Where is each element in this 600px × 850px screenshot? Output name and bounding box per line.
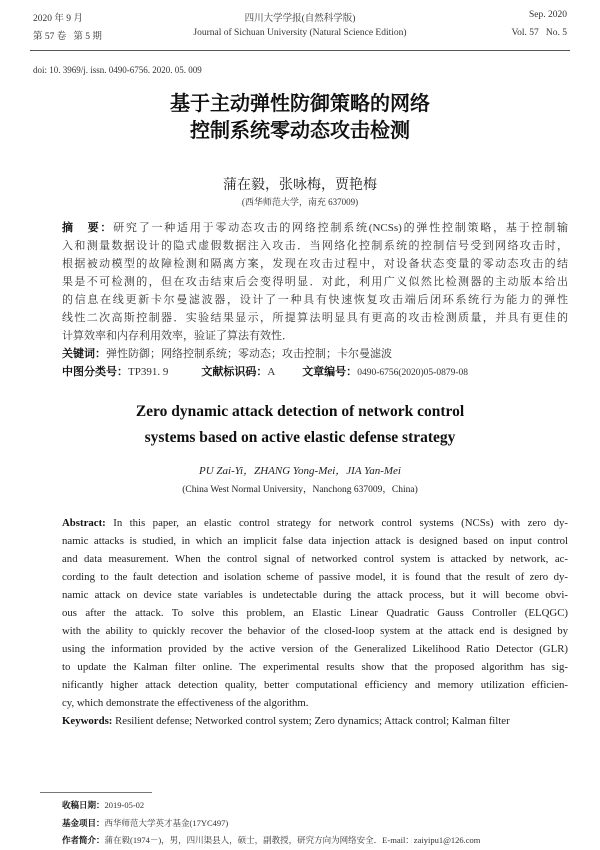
title-cn-line-1: 基于主动弹性防御策略的网络: [170, 91, 430, 115]
volume-cn: 第 57 卷 第 5 期: [33, 32, 102, 42]
abstract-cn-label: 摘 要：: [62, 221, 114, 234]
doi: doi: 10. 3969/j. issn. 0490-6756. 2020. 05. 009: [33, 65, 202, 75]
journal-name-en: Journal of Sichuan University (Natural Science Edition): [193, 28, 407, 38]
footnotes: [62, 797, 480, 850]
affiliation-en: (China West Normal University，Nanchong 637009，China): [182, 485, 418, 495]
abstract-cn: [62, 219, 568, 382]
abstract-cn-line: 根据被动模型的故障检测和隔离方案，发现在攻击过程中，对设备状态变量的零动态攻击的结: [62, 258, 568, 270]
title-en-line-2: systems based on active elastic defense strategy: [144, 429, 456, 446]
keywords-en: Keywords: Resilient defense; Networked control system; Zero dynamics; Attack control; Kalman filter: [62, 715, 510, 727]
issue-date-en: Sep. 2020: [529, 10, 567, 20]
abstract-en-line: with the ability to quickly recover the behavior of the closed-loop system at the attack end is designed by: [62, 625, 568, 637]
abstract-en: [62, 514, 568, 730]
abstract-cn-line: 果是不可检测的，但在攻击结束后会变得明显．对此，利用广义似然比检测器的主动版本给出: [62, 276, 568, 288]
abstract-en-line: to update the Kalman filter online. The experimental results show that the proposed algorithm has sig-: [62, 661, 568, 673]
abstract-en-label: Abstract:: [62, 517, 106, 529]
abstract-en-line: using the information provided by the active version of the Generalized Likelihood Ratio Detector (GLR): [62, 643, 568, 655]
abstract-en-line: cording to the fault detection and isolation scheme of passive model, it is found that the result of zero dy-: [62, 571, 568, 583]
abstract-en-line: namic attack on device state variables is undetectable during the attack process, but it will become obvi-: [62, 589, 568, 601]
abstract-cn-line: 线性二次高斯控制器．实验结果显示，所提算法明显具有更高的攻击检测质量，并具有更佳的: [62, 312, 568, 324]
abstract-en-line: Abstract: In this paper, an elastic control strategy for network control systems (NCSs) with zero dy-: [62, 517, 568, 529]
issue-date-cn: 2020 年 9 月: [33, 14, 83, 24]
classification-line: 中图分类号：TP391. 9 文献标识码：A 文章编号：0490-6756(2020)05-0879-08: [62, 365, 469, 378]
abstract-en-line: cy, which demonstrate the effectiveness of the algorithm.: [62, 697, 309, 709]
footnote-rule: [40, 792, 152, 793]
authors-en: PU Zai-Yi，ZHANG Yong-Mei，JIA Yan-Mei: [199, 465, 401, 477]
affiliation-cn: (西华师范大学，南充 637009): [241, 197, 359, 207]
abstract-en-line: ous after the attack. To solve this problem, an Elastic Linear Quadratic Gauss Controller (ELQGC): [62, 607, 568, 619]
footnote-received: 收稿日期：2019-05-02: [62, 800, 145, 811]
abstract-en-line: and data measurement. When the control signal of networked control system is attacked by network, ac-: [62, 553, 568, 565]
abstract-cn-line: 计算效率和内存利用效率，验证了算法有效性．: [62, 330, 293, 342]
authors-cn: 蒲在毅，张咏梅，贾艳梅: [223, 178, 377, 193]
header-rule: [30, 50, 570, 51]
title-cn-line-2: 控制系统零动态攻击检测: [190, 118, 410, 142]
abstract-cn-line: 的信息在线更新卡尔曼滤波器，设计了一种具有快速恢复攻击端后闭环系统行为能力的弹性: [62, 294, 568, 306]
journal-name-cn: 四川大学学报(自然科学版): [244, 14, 356, 24]
footnote-fund: 基金项目：西华师范大学英才基金(17YC497): [62, 817, 229, 829]
keywords-cn: 关键词：弹性防御；网络控制系统；零动态；攻击控制；卡尔曼滤波: [62, 347, 392, 360]
abstract-en-line: nificantly higher attack detection quality, better computational efficiency and memory utilization efficien-: [62, 679, 568, 691]
volume-en: Vol. 57 No. 5: [511, 28, 567, 38]
abstract-cn-line: 入和测量数据设计的隐式虚假数据注入攻击．当网络化控制系统的控制信号受到网络攻击时，: [62, 240, 568, 252]
abstract-cn-line: 摘 要：研究了一种适用于零动态攻击的网络控制系统(NCSs)的弹性控制策略，基于控制输: [62, 221, 568, 234]
title-en-line-1: Zero dynamic attack detection of network control: [135, 403, 465, 420]
footnote-author: 作者简介：蒲在毅(1974－)，男，四川渠县人，硕士，副教授，研究方向为网络安全．E-mail：zaiyipu1@126.com: [62, 835, 481, 846]
abstract-en-line: namic attacks is studied, in which an implicit false data injection attack is designed based on input control: [62, 535, 568, 547]
